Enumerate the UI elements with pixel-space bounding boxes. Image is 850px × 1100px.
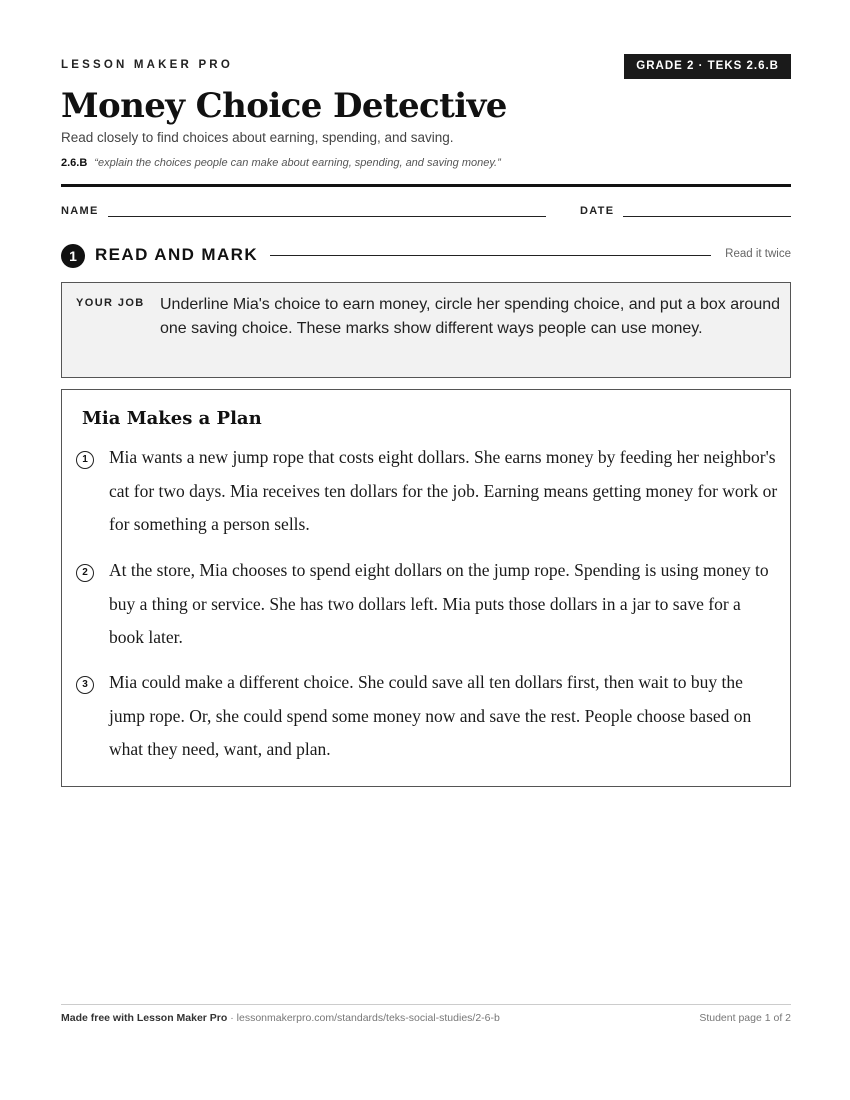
name-label: NAME — [61, 205, 99, 217]
paragraph-number: 3 — [76, 676, 94, 694]
header-divider — [61, 184, 791, 187]
standard-line — [61, 157, 501, 169]
page-subtitle: Read closely to find choices about earning, spending, and saving. — [61, 130, 454, 145]
name-field[interactable] — [108, 216, 546, 217]
paragraph-text: At the store, Mia chooses to spend eight dollars on the jump rope. Spending is using money to buy a thing or service. She has two dollars left. Mia puts those dollars in a jar to save for a book later. — [109, 560, 769, 648]
paragraph-number: 1 — [76, 451, 94, 469]
footer-divider — [61, 1004, 791, 1005]
brand-name: LESSON MAKER PRO — [61, 59, 233, 71]
job-label: YOUR JOB — [76, 297, 145, 309]
footer-credit — [61, 1012, 500, 1024]
story-title: Mia Makes a Plan — [82, 408, 262, 429]
paragraph-number: 2 — [76, 564, 94, 582]
job-instructions: Underline Mia's choice to earn money, circle her spending choice, and put a box around one saving choice. These marks show different ways people can use money. — [160, 296, 781, 337]
standard-code: 2.6.B — [61, 157, 88, 169]
worksheet-page — [61, 0, 791, 1100]
section-divider — [270, 255, 711, 256]
page-number: Student page 1 of 2 — [699, 1012, 791, 1024]
step-number-badge: 1 — [61, 244, 85, 268]
section-header — [61, 243, 791, 269]
story-passage — [61, 389, 791, 787]
section-note: Read it twice — [725, 248, 791, 260]
date-field[interactable] — [623, 216, 791, 217]
date-label: DATE — [580, 205, 615, 217]
paragraph-text: Mia wants a new jump rope that costs eight dollars. She earns money by feeding her neighbor's cat for two days. Mia receives ten dollars for the job. Earning means getting money for work or for something a person sells. — [109, 447, 778, 535]
standard-text: “explain the choices people can make about earning, spending, and saving money.” — [94, 157, 501, 169]
section-title: READ AND MARK — [95, 245, 259, 264]
page-title: Money Choice Detective — [61, 86, 507, 126]
footer-url[interactable]: · lessonmakerpro.com/standards/teks-social-studies/2-6-b — [227, 1012, 500, 1024]
paragraph-text: Mia could make a different choice. She could save all ten dollars first, then wait to buy the jump rope. Or, she could spend some money now and save the rest. People choose based on what they need, want, and plan. — [109, 672, 752, 760]
footer-made-with: Made free with Lesson Maker Pro — [61, 1012, 228, 1024]
grade-badge: GRADE 2 · TEKS 2.6.B — [624, 54, 791, 79]
job-box — [61, 282, 791, 378]
